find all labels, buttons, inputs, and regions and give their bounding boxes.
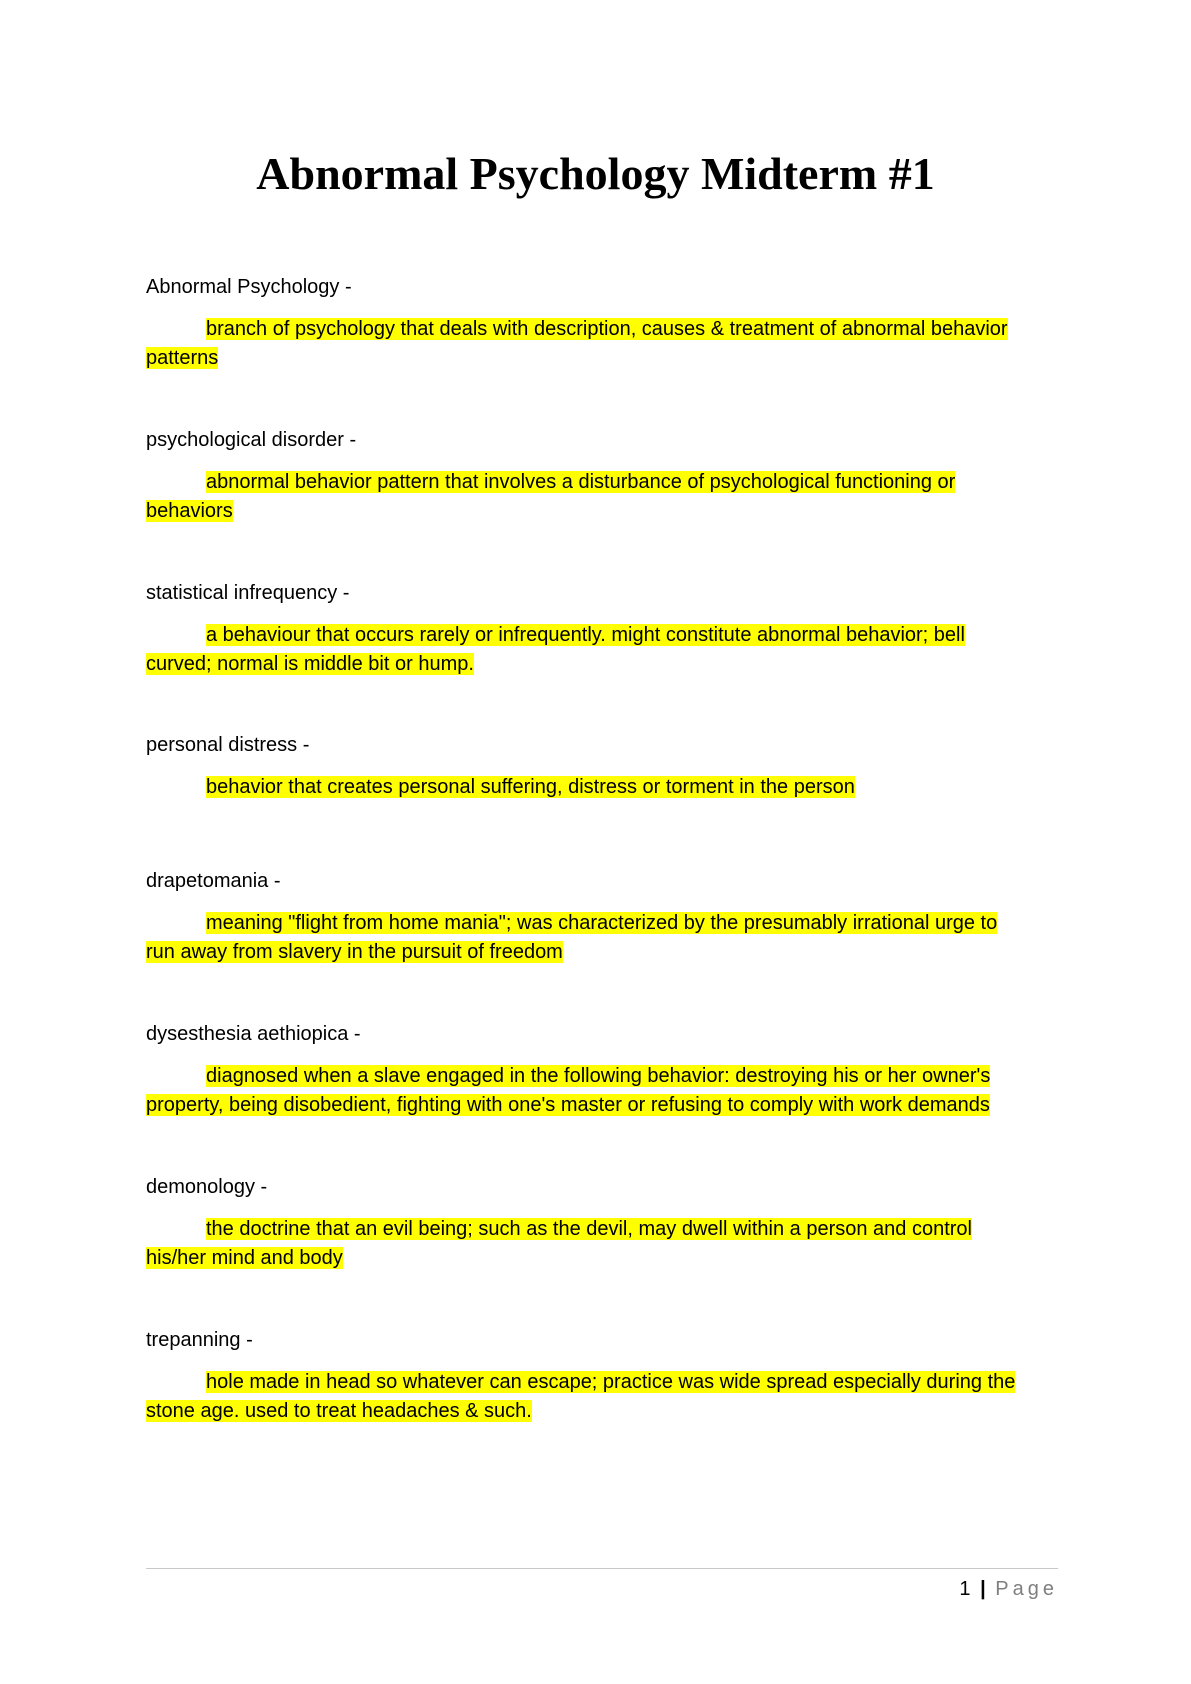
entry-definition (146, 909, 1026, 967)
highlighted-text: meaning "flight from home mania"; was characterized by the presumably irrational urge to run away from slavery in the pursuit of freedom (146, 912, 998, 963)
glossary-entry (146, 1325, 1026, 1435)
glossary-list (146, 272, 1026, 1435)
entry-term: trepanning - (146, 1329, 253, 1351)
footer-divider (146, 1568, 1058, 1569)
entry-term: demonology - (146, 1176, 268, 1198)
document-title: Abnormal Psychology Midterm #1 (256, 148, 935, 199)
entry-term: psychological disorder - (146, 429, 357, 451)
glossary-entry (146, 1172, 1026, 1325)
highlighted-text: behavior that creates personal suffering, distress or torment in the person (206, 776, 855, 798)
entry-definition (146, 1062, 1026, 1120)
entry-definition (146, 468, 1026, 526)
entry-definition (146, 1368, 1026, 1426)
entry-term: dysesthesia aethiopica - (146, 1023, 361, 1045)
glossary-entry (146, 730, 1026, 866)
glossary-entry (146, 866, 1026, 1019)
entry-term: Abnormal Psychology - (146, 276, 352, 298)
entry-definition (146, 1215, 1026, 1273)
footer-separator: | (980, 1578, 986, 1600)
highlighted-text: diagnosed when a slave engaged in the following behavior: destroying his or her owner's property, being disobedient, fighting with one's master or refusing to comply with work demands (146, 1065, 991, 1116)
glossary-entry (146, 578, 1026, 730)
glossary-entry (146, 1019, 1026, 1172)
entry-term: personal distress - (146, 734, 310, 756)
highlighted-text: branch of psychology that deals with description, causes & treatment of abnormal behavior patterns (146, 318, 1008, 369)
entry-term: statistical infrequency - (146, 582, 350, 604)
entry-definition (146, 621, 1026, 679)
entry-definition (146, 773, 1026, 802)
highlighted-text: hole made in head so whatever can escape; practice was wide spread especially during the stone age. used to treat headaches & such. (146, 1371, 1016, 1422)
page-label: Page (995, 1578, 1058, 1600)
page-footer (959, 1574, 1058, 1604)
highlighted-text: abnormal behavior pattern that involves a disturbance of psychological functioning or behaviors (146, 471, 956, 522)
highlighted-text: a behaviour that occurs rarely or infrequently. might constitute abnormal behavior; bell curved; normal is middle bit or hump. (146, 624, 965, 675)
glossary-entry (146, 425, 1026, 578)
highlighted-text: the doctrine that an evil being; such as the devil, may dwell within a person and control his/her mind and body (146, 1218, 972, 1269)
entry-term: drapetomania - (146, 870, 281, 892)
glossary-entry (146, 272, 1026, 425)
entry-definition (146, 315, 1026, 373)
page-number: 1 (959, 1578, 971, 1600)
